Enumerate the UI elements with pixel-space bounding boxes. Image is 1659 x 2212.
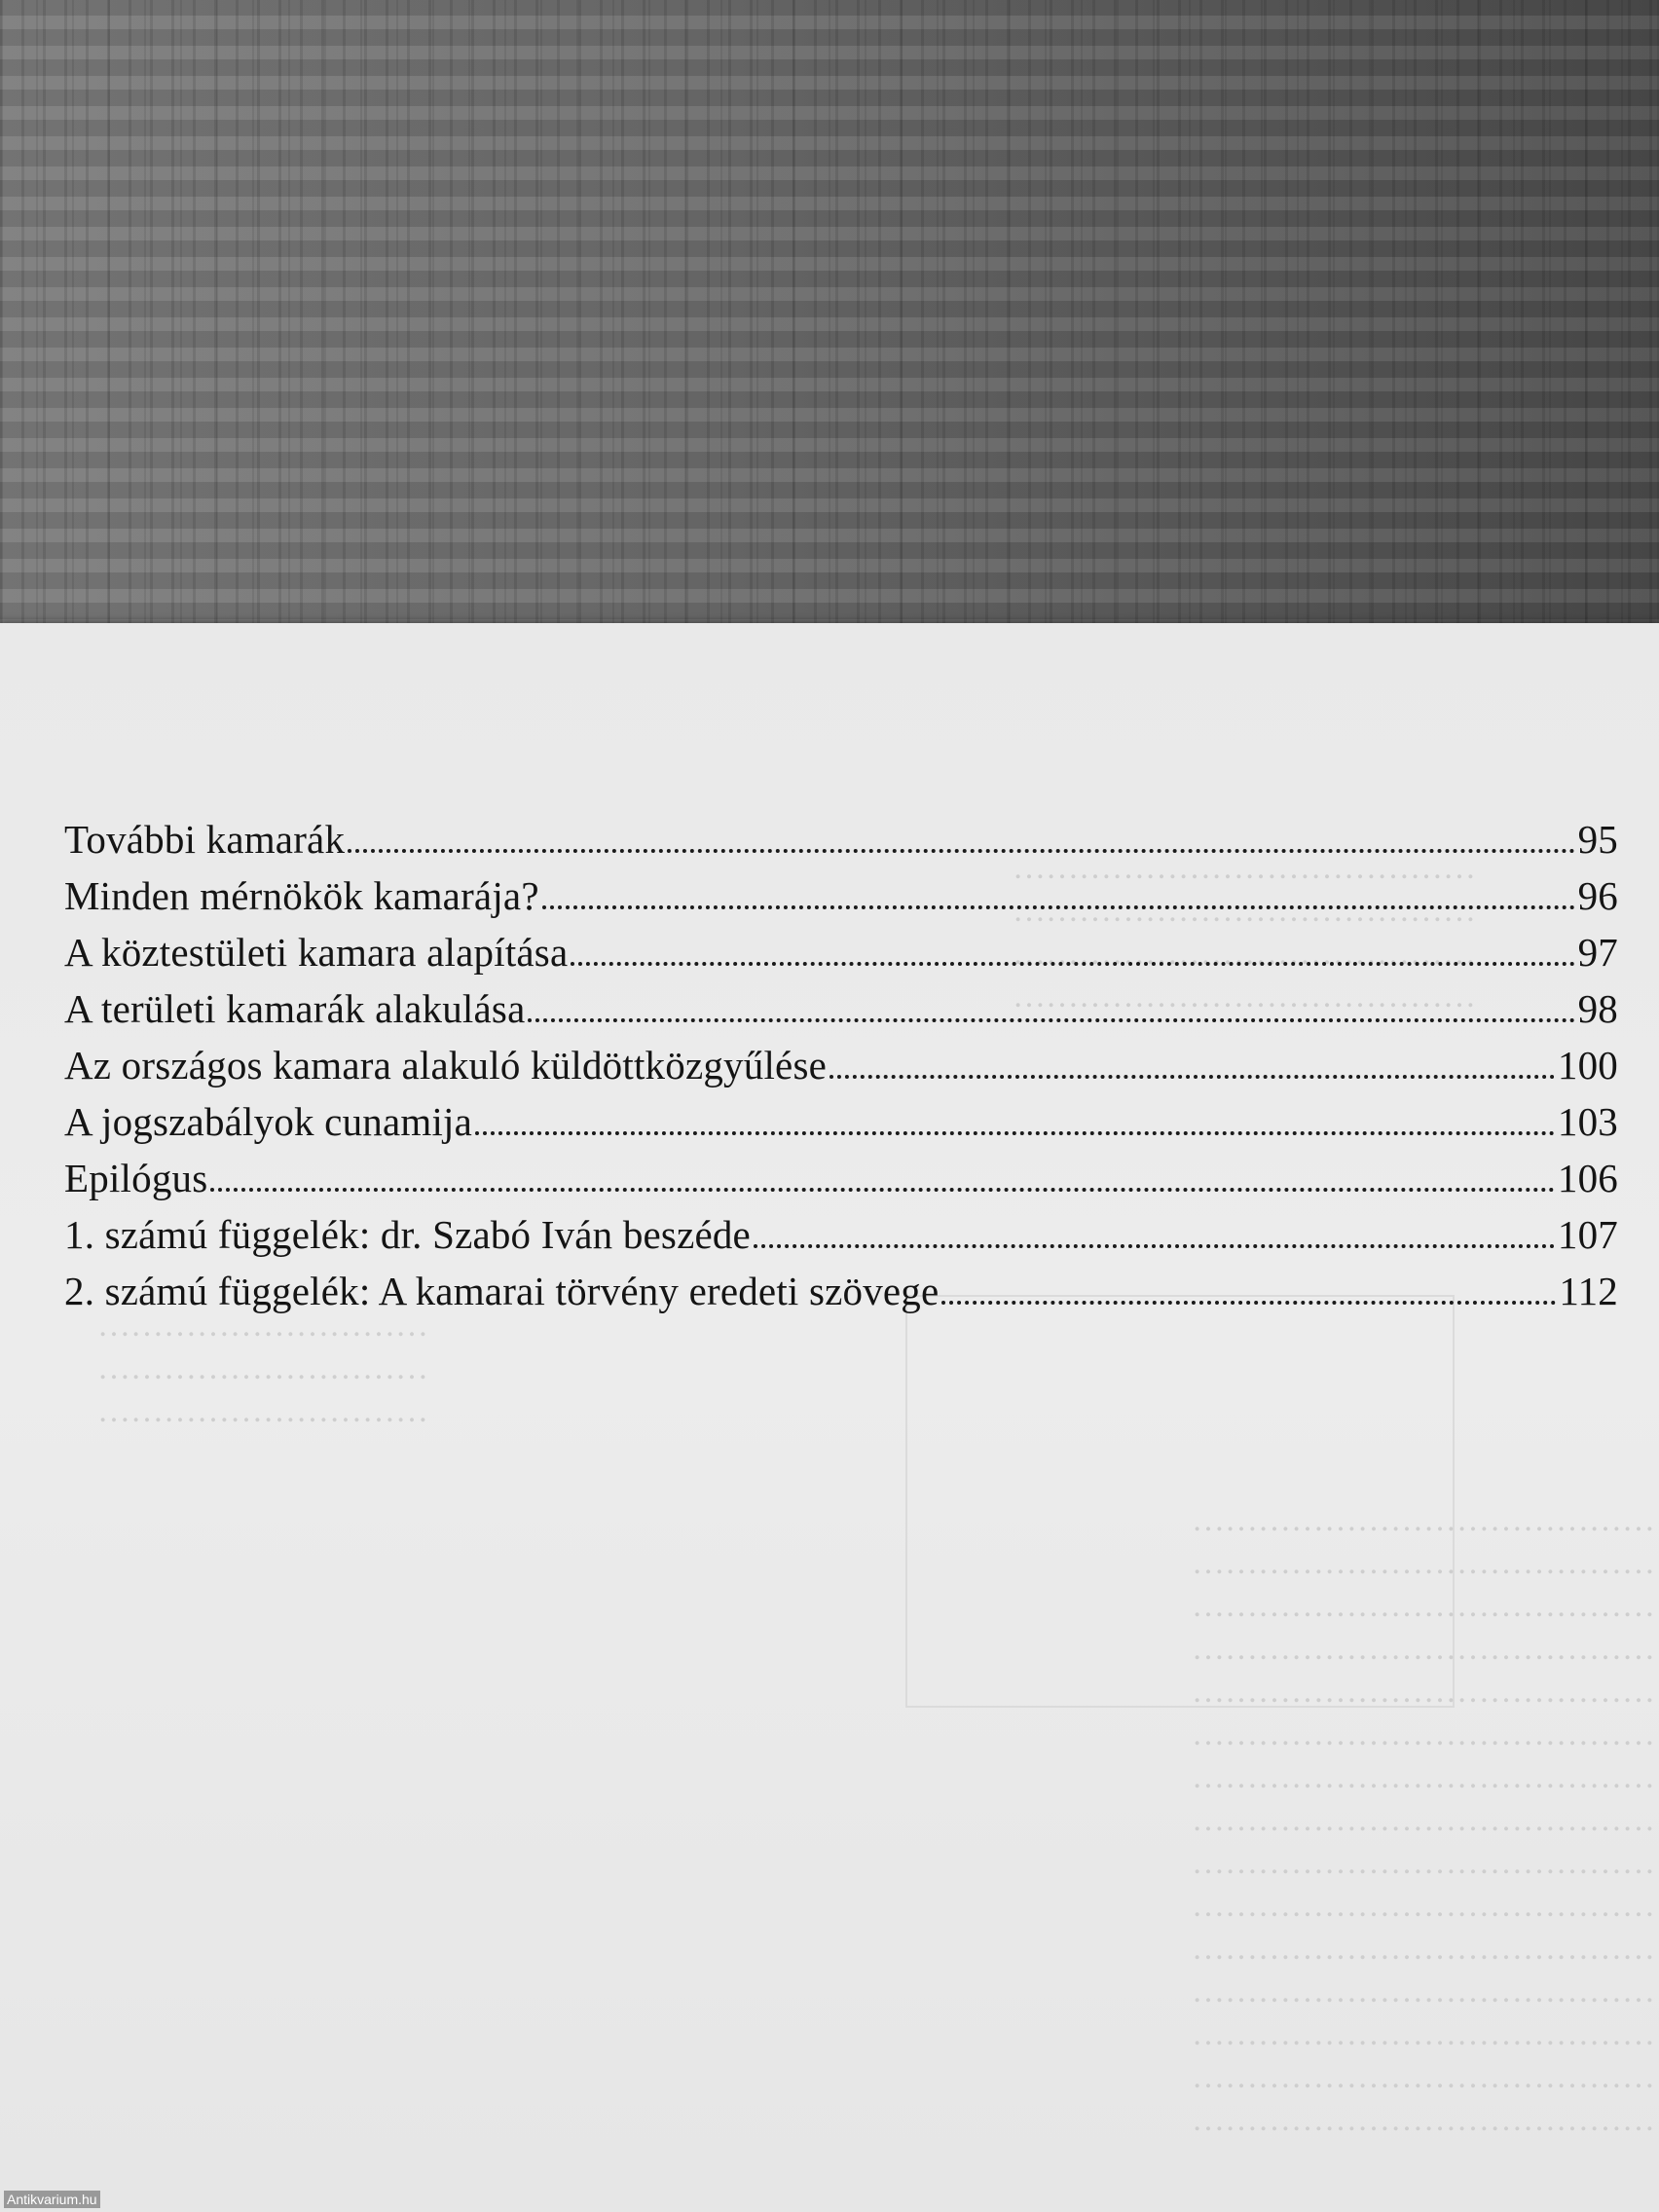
toc-dot-leader xyxy=(830,1075,1555,1079)
show-through-numbers: ………………………… ………………………… ………………………… xyxy=(97,1308,428,1429)
table-of-contents xyxy=(64,816,1618,1324)
toc-entry-page: 98 xyxy=(1577,986,1618,1031)
toc-entry xyxy=(64,816,1618,872)
toc-entry xyxy=(64,1098,1618,1155)
toc-entry xyxy=(64,929,1618,985)
toc-entry xyxy=(64,1268,1618,1324)
toc-entry-title: 1. számú függelék: dr. Szabó Iván beszéde xyxy=(64,1212,751,1257)
toc-entry-page: 112 xyxy=(1559,1269,1618,1313)
show-through-lines: …………………………………… …………………………………… …………………………………… …………………………………… …………………………………… …………………………………… …………………………………… …………………………………… …………………………………… …………………………………… …………………………………… …………………………………… …………………………………… …………………………………… …………………………………… xyxy=(1192,1502,1655,2138)
source-watermark: Antikvarium.hu xyxy=(4,2191,100,2208)
toc-dot-leader xyxy=(571,962,1574,966)
toc-entry-page: 97 xyxy=(1577,930,1618,975)
toc-dot-leader xyxy=(210,1188,1555,1192)
toc-dot-leader xyxy=(348,849,1574,853)
toc-dot-leader xyxy=(754,1244,1555,1248)
toc-entry-title: A jogszabályok cunamija xyxy=(64,1099,473,1144)
toc-entry xyxy=(64,1042,1618,1098)
toc-entry-title: Epilógus xyxy=(64,1156,208,1200)
toc-entry-page: 96 xyxy=(1577,873,1618,918)
toc-entry-title: További kamarák xyxy=(64,817,346,862)
toc-entry xyxy=(64,1211,1618,1268)
toc-entry-page: 100 xyxy=(1557,1043,1618,1088)
toc-dot-leader xyxy=(542,905,1575,909)
toc-dot-leader xyxy=(941,1301,1556,1305)
toc-entry xyxy=(64,1155,1618,1211)
toc-entry-page: 103 xyxy=(1557,1099,1618,1144)
toc-entry xyxy=(64,872,1618,929)
show-through-text: …………………………………… …………………………………… …………………………………… …………………………………… xyxy=(1013,850,1476,1014)
toc-entry xyxy=(64,985,1618,1042)
toc-entry-title: A területi kamarák alakulása xyxy=(64,986,526,1031)
background-surface xyxy=(0,0,1659,633)
toc-entry-title: Az országos kamara alakuló küldöttközgyűlése xyxy=(64,1043,827,1088)
toc-entry-page: 95 xyxy=(1577,817,1618,862)
toc-entry-page: 106 xyxy=(1557,1156,1618,1200)
toc-entry-title: Minden mérnökök kamarája? xyxy=(64,873,539,918)
toc-entry-title: 2. számú függelék: A kamarai törvény eredeti szövege xyxy=(64,1269,940,1313)
toc-entry-page: 107 xyxy=(1557,1212,1618,1257)
toc-entry-title: A köztestületi kamara alapítása xyxy=(64,930,569,975)
toc-dot-leader xyxy=(528,1018,1574,1022)
toc-dot-leader xyxy=(475,1131,1555,1135)
